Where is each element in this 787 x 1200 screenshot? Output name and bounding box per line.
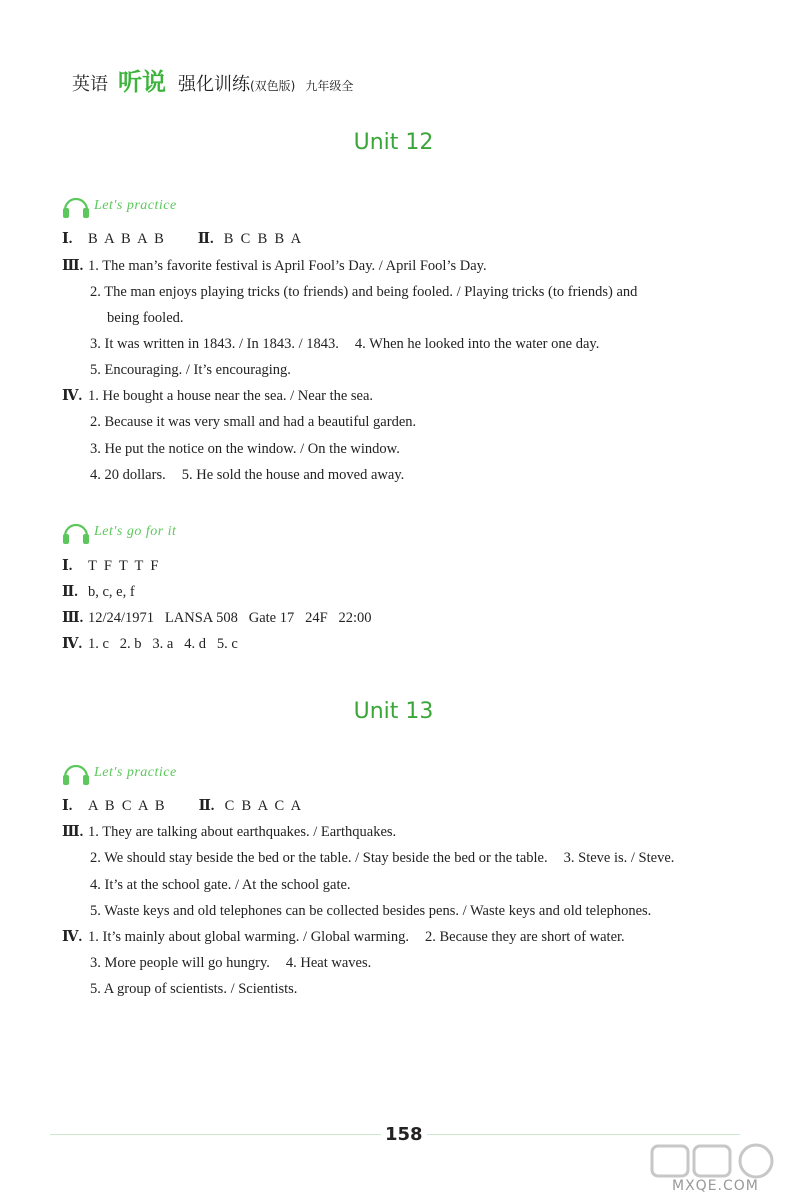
headphones-icon [60,190,92,222]
u13-p-q3-5: 5. Waste keys and old telephones can be collected besides pens. / Waste keys and old telephones. [90,903,652,919]
page-header [72,62,354,96]
watermark-text: MXQE.COM [672,1178,759,1194]
u12-g-q1: Ⅰ. T F T T F [62,558,159,574]
u12-p-q4-1: Ⅳ. 1. He bought a house near the sea. / Near the sea. [62,388,374,404]
header-edition: (双色版) [250,79,296,93]
u12-p-q4-2: 2. Because it was very small and had a beautiful garden. [90,414,417,430]
header-grade: 九年级全 [305,79,354,93]
unit12-go-heading [60,516,176,548]
header-training: 强化训练 [178,74,250,95]
unit12-practice-heading [60,190,177,222]
u12-p-q3-5: 5. Encouraging. / It’s encouraging. [90,362,291,378]
u12-p-q3-34: 3. It was written in 1843. / In 1843. / 1843. 4. When he looked into the water one day. [90,336,600,352]
u12-p-q4-45: 4. 20 dollars. 5. He sold the house and moved away. [90,467,405,483]
header-tingshuo: 听说 [118,68,166,96]
u12-p-row1: Ⅰ. B A B A B Ⅱ. B C B B A [62,231,302,247]
headphones-icon [60,516,92,548]
u12-p-q3-2b: being fooled. [107,310,184,326]
u13-p-q3-1: Ⅲ. 1. They are talking about earthquakes. / Earthquakes. [62,824,397,840]
u12-g-q2: Ⅱ. b, c, e, f [62,584,135,600]
unit12-go-label: Let's go for it [94,524,177,539]
u12-g-q4: Ⅳ. 1. c 2. b 3. a 4. d 5. c [62,636,238,652]
page-number: 158 [381,1124,427,1145]
u13-p-q4-5: 5. A group of scientists. / Scientists. [90,981,298,997]
unit13-practice-label: Let's practice [94,765,177,780]
u13-p-q4-34: 3. More people will go hungry. 4. Heat waves. [90,955,372,971]
unit12-practice-label: Let's practice [94,198,177,213]
header-subject: 英语 [72,74,108,95]
unit13-title: Unit 13 [353,699,434,724]
unit12-title: Unit 12 [353,130,434,155]
u12-p-q3-1: Ⅲ. 1. The man’s favorite festival is April Fool’s Day. / April Fool’s Day. [62,258,487,274]
u13-p-row1: Ⅰ. A B C A B Ⅱ. C B A C A [62,798,302,814]
u12-p-q3-2a: 2. The man enjoys playing tricks (to friends) and being fooled. / Playing tricks (to friends) and [90,284,638,300]
u13-p-q4-12: Ⅳ. 1. It’s mainly about global warming. / Global warming. 2. Because they are short of water. [62,929,625,945]
u12-p-q4-3: 3. He put the notice on the window. / On the window. [90,441,400,457]
u13-p-q3-23: 2. We should stay beside the bed or the table. / Stay beside the bed or the table. 3. Steve is. / Steve. [90,850,675,866]
u12-g-q3: Ⅲ. 12/24/1971 LANSA 508 Gate 17 24F 22:00 [62,610,372,626]
unit13-practice-heading [60,757,177,789]
u13-p-q3-4: 4. It’s at the school gate. / At the school gate. [90,877,351,893]
headphones-icon [60,757,92,789]
